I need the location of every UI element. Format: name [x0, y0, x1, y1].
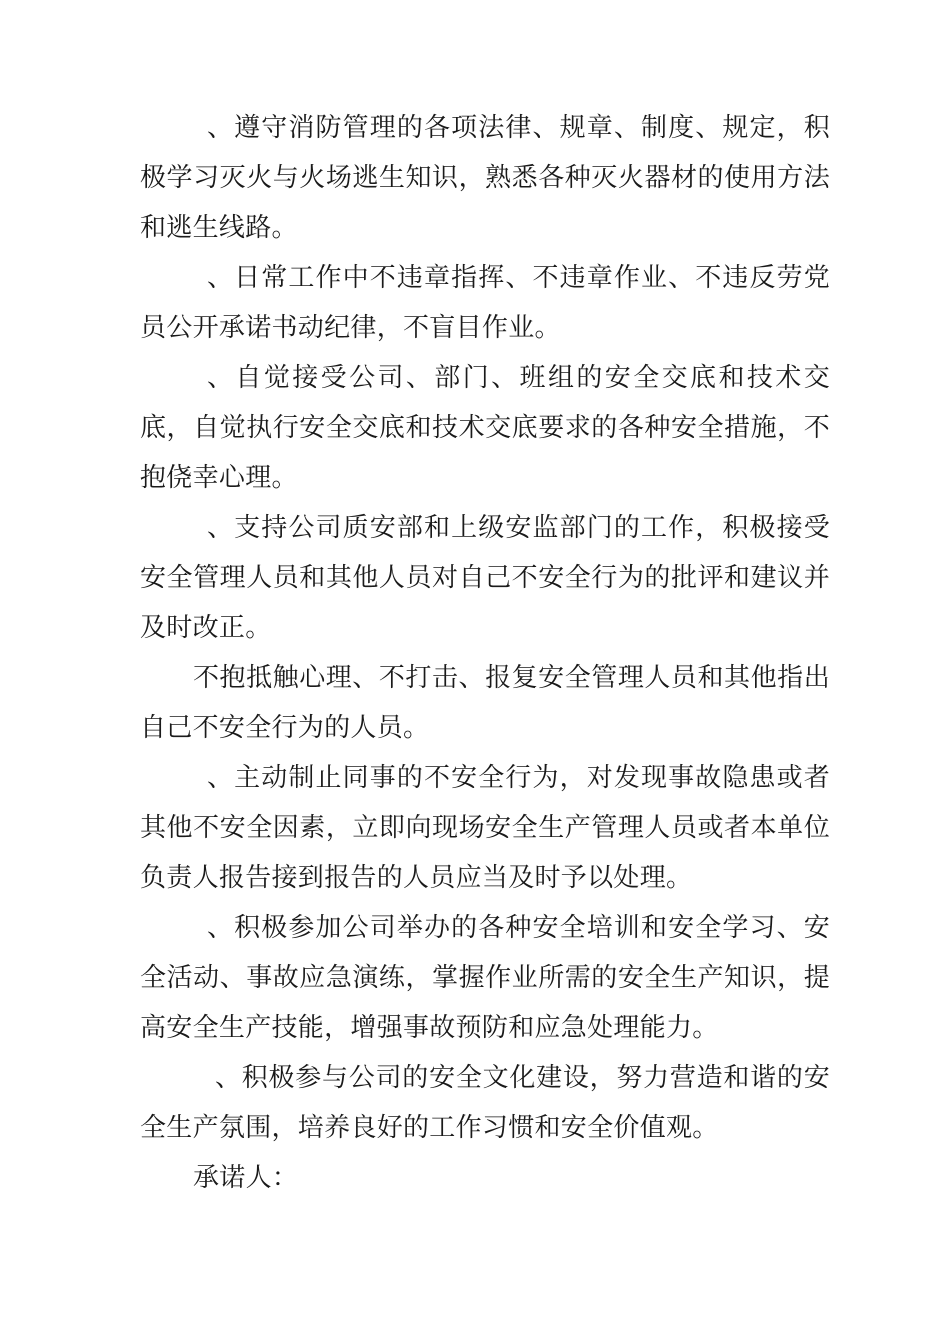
signature-label: 承诺人： [193, 1163, 299, 1193]
paragraph-support-supervision: 、支持公司质安部和上级安监部门的工作，积极接受安全管理人员和其他人员对自己不安全行为的批评和建议并及时改正。 [140, 513, 830, 643]
paragraph-stop-unsafe-behavior: 、主动制止同事的不安全行为，对发现事故隐患或者其他不安全因素，立即向现场安全生产管理人员或者本单位负责人报告接到报告的人员应当及时予以处理。 [140, 763, 830, 893]
paragraph-safety-culture: 、积极参与公司的安全文化建设，努力营造和谐的安全生产氛围，培养良好的工作习惯和安全价值观。 [140, 1063, 830, 1143]
paragraph-safety-briefing: 、自觉接受公司、部门、班组的安全交底和技术交底，自觉执行安全交底和技术交底要求的各种安全措施，不抱侥幸心理。 [140, 363, 830, 493]
paragraph-no-retaliation: 不抱抵触心理、不打击、报复安全管理人员和其他指出自己不安全行为的人员。 [140, 663, 830, 743]
paragraph-no-violations: 、日常工作中不违章指挥、不违章作业、不违反劳党员公开承诺书动纪律，不盲目作业。 [140, 263, 830, 343]
paragraph-safety-training: 、积极参加公司举办的各种安全培训和安全学习、安全活动、事故应急演练，掌握作业所需的安全生产知识，提高安全生产技能，增强事故预防和应急处理能力。 [140, 913, 830, 1043]
paragraph-fire-safety: 、遵守消防管理的各项法律、规章、制度、规定，积极学习灭火与火场逃生知识，熟悉各种灭火器材的使用方法和逃生线路。 [140, 113, 830, 243]
